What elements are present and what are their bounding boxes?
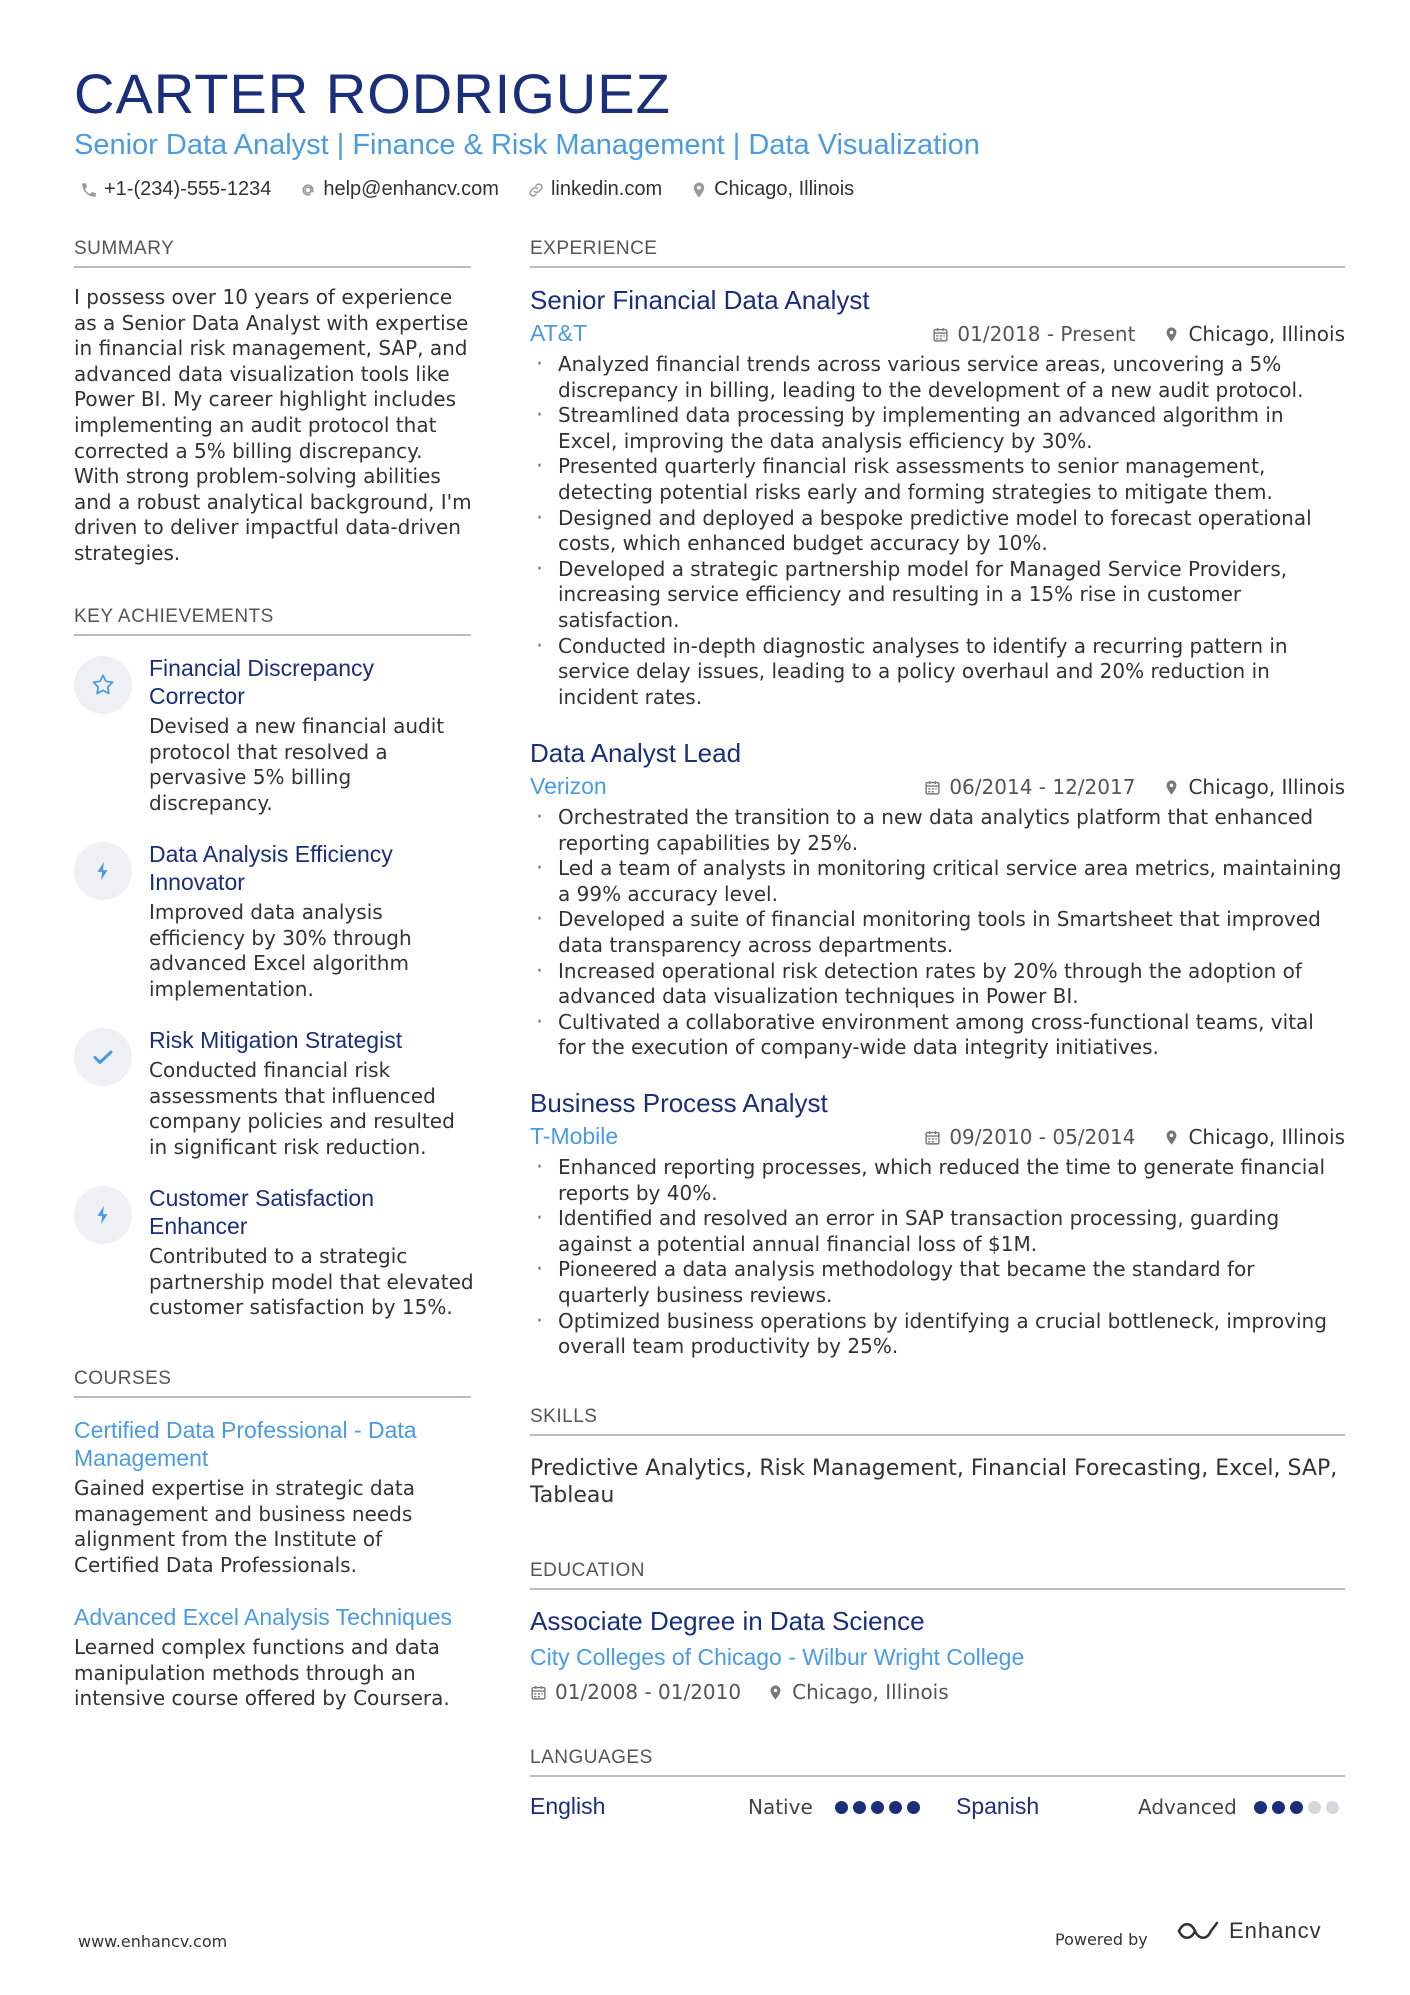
bolt-icon [92,1204,114,1226]
contact-phone [80,178,271,201]
footer-brand[interactable] [1175,1918,1322,1944]
contact-linkedin[interactable] [527,178,662,201]
achievement-title: Customer Satisfaction Enhancer [149,1185,374,1239]
location-pin-icon [690,181,708,199]
rating-dot-filled [835,1801,848,1814]
contact-location [690,178,854,201]
achievement-item [74,840,474,1002]
job-meta [530,318,1345,350]
calendar-icon [932,326,949,343]
link-icon [527,181,545,199]
course-desc: Gained expertise in strategic data management and business needs alignment from the Institute of Certified Data Professionals. [74,1476,415,1577]
footer-powered-by: Powered by [1055,1930,1148,1949]
experience-heading: EXPERIENCE [530,238,1345,268]
achievement-title: Data Analysis Efficiency Innovator [149,841,393,895]
rating-dot-empty [1308,1801,1321,1814]
job-role: Data Analyst Lead [530,738,742,768]
job-bullets [530,1155,1345,1360]
job-location-text: Chicago, Illinois [1188,322,1345,346]
course-item [74,1603,474,1712]
job-dates-text: 09/2010 - 05/2014 [949,1125,1136,1149]
course-title: Advanced Excel Analysis Techniques [74,1604,453,1630]
job-bullet: · Developed a suite of financial monitoring tools in Smartsheet that improved data transparency across departments. [530,907,1345,958]
contact-bar [80,178,882,201]
job-date-location [896,775,1345,799]
location-pin-icon [1163,326,1180,343]
at-icon [299,181,317,199]
job-bullet: · Pioneered a data analysis methodology that became the standard for quarterly business reviews. [530,1257,1345,1308]
job-bullet: · Enhanced reporting processes, which reduced the time to generate financial reports by 40%. [530,1155,1345,1206]
courses-heading: COURSES [74,1368,471,1398]
job-bullet: · Cultivated a collaborative environment among cross-functional teams, vital for the execution of company-wide data integrity initiatives. [530,1010,1345,1061]
job-bullet: · Analyzed financial trends across various service areas, uncovering a 5% discrepancy in billing, leading to the development of a new audit protocol. [530,352,1345,403]
course-item [74,1416,474,1578]
achievements-heading: KEY ACHIEVEMENTS [74,606,471,636]
education-location [767,1680,949,1704]
experience-entry [530,737,1345,1061]
job-meta [530,1121,1345,1153]
phone-icon [80,181,98,199]
achievement-badge [74,1028,132,1086]
achievement-badge [74,842,132,900]
job-bullet: · Optimized business operations by identifying a crucial bottleneck, improving overall team productivity by 25%. [530,1309,1345,1360]
rating-dot-empty [1326,1801,1339,1814]
experience-entry [530,1087,1345,1360]
job-bullet: · Orchestrated the transition to a new data analytics platform that enhanced reporting capabilities by 25%. [530,805,1345,856]
language-level: Advanced [1138,1795,1237,1819]
calendar-icon [924,779,941,796]
job-bullets [530,805,1345,1061]
star-icon [90,672,116,698]
achievement-title: Financial Discrepancy Corrector [149,655,374,709]
language-rating [830,1801,920,1814]
email-text: help@enhancv.com [323,178,499,200]
job-bullet: · Led a team of analysts in monitoring critical service area metrics, maintaining a 99% accuracy level. [530,856,1345,907]
languages-heading: LANGUAGES [530,1747,1345,1777]
language-item [530,1793,920,1823]
achievement-badge [74,1186,132,1244]
job-dates-text: 06/2014 - 12/2017 [949,775,1136,799]
education-dates-text: 01/2008 - 01/2010 [555,1680,742,1704]
language-rating [1249,1801,1339,1814]
calendar-icon [530,1684,547,1701]
job-company: Verizon [530,773,607,799]
rating-dot-filled [1272,1801,1285,1814]
job-dates-text: 01/2018 - Present [957,322,1136,346]
job-bullet: · Identified and resolved an error in SAP transaction processing, guarding against a potential annual financial loss of $1M. [530,1206,1345,1257]
summary-heading: SUMMARY [74,238,471,268]
job-bullet: · Increased operational risk detection rates by 20% through the adoption of advanced data visualization techniques in Power BI. [530,959,1345,1010]
phone-text: +1-(234)-555-1234 [104,178,272,200]
job-bullet: · Developed a strategic partnership model for Managed Service Providers, increasing service efficiency and resulting in a 15% rise in customer satisfaction. [530,557,1345,634]
job-location [1163,1125,1345,1149]
job-bullet: · Designed and deployed a bespoke predictive model to forecast operational costs, which enhanced budget accuracy by 10%. [530,506,1345,557]
location-pin-icon [1163,1129,1180,1146]
skills-heading: SKILLS [530,1406,1345,1436]
achievement-desc: Improved data analysis efficiency by 30% through advanced Excel algorithm implementation. [149,900,412,1001]
language-name: English [530,1793,606,1819]
education-meta [530,1680,975,1704]
bolt-icon [92,860,114,882]
education-degree: Associate Degree in Data Science [530,1606,925,1636]
education-school: City Colleges of Chicago - Wilbur Wright College [530,1644,1025,1670]
linkedin-text: linkedin.com [550,178,663,200]
job-location-text: Chicago, Illinois [1188,775,1345,799]
job-company: AT&T [530,320,588,346]
job-role: Senior Financial Data Analyst [530,285,870,315]
language-item [956,1793,1346,1823]
skills-text: Predictive Analytics, Risk Management, Financial Forecasting, Excel, SAP, Tableau [530,1456,1338,1508]
contact-email[interactable] [299,178,499,201]
achievement-item [74,1026,474,1160]
job-date-location [896,1125,1345,1149]
rating-dot-filled [1290,1801,1303,1814]
footer-url[interactable]: www.enhancv.com [78,1932,228,1951]
job-dates [932,322,1135,346]
job-location [1163,775,1345,799]
education-location-text: Chicago, Illinois [792,1680,949,1704]
job-bullet: · Conducted in-depth diagnostic analyses to identify a recurring pattern in service delay issues, leading to a policy overhaul and 20% reduction in incident rates. [530,634,1345,711]
rating-dot-filled [871,1801,884,1814]
job-company: T-Mobile [530,1123,619,1149]
job-dates [924,1125,1135,1149]
candidate-headline: Senior Data Analyst | Finance & Risk Management | Data Visualization [74,129,980,161]
location-text: Chicago, Illinois [714,178,855,200]
job-meta [530,771,1345,803]
achievement-desc: Devised a new financial audit protocol that resolved a pervasive 5% billing discrepancy. [149,714,445,815]
enhancv-logo-icon [1175,1918,1221,1944]
job-bullet: · Streamlined data processing by implementing an advanced algorithm in Excel, improving the data analysis efficiency by 30%. [530,403,1345,454]
language-level: Native [748,1795,813,1819]
achievement-desc: Conducted financial risk assessments that influenced company policies and resulted in significant risk reduction. [149,1058,455,1159]
candidate-name: CARTER RODRIGUEZ [74,62,671,125]
location-pin-icon [767,1684,784,1701]
achievement-title: Risk Mitigation Strategist [149,1027,403,1053]
job-date-location [904,322,1345,346]
rating-dot-filled [1254,1801,1267,1814]
summary-text: I possess over 10 years of experience as a Senior Data Analyst with expertise in financial risk management, SAP, and advanced data visualization tools like Power BI. My career highlight includes implementing an audit protocol that corrected a 5% billing discrepancy. With strong problem-solving abilities and a robust analytical background, I'm driven to deliver impactful data-driven strategies. [74,285,472,565]
rating-dot-filled [889,1801,902,1814]
calendar-icon [924,1129,941,1146]
job-location [1163,322,1345,346]
job-role: Business Process Analyst [530,1088,828,1118]
course-title: Certified Data Professional - Data Management [74,1417,417,1471]
education-dates [530,1680,741,1704]
rating-dot-filled [853,1801,866,1814]
achievement-item [74,654,474,816]
location-pin-icon [1163,779,1180,796]
job-bullets [530,352,1345,710]
education-heading: EDUCATION [530,1560,1345,1590]
job-bullet: · Presented quarterly financial risk assessments to senior management, detecting potential risks early and forming strategies to mitigate them. [530,454,1345,505]
job-location-text: Chicago, Illinois [1188,1125,1345,1149]
job-dates [924,775,1135,799]
course-desc: Learned complex functions and data manipulation methods through an intensive course offered by Coursera. [74,1635,450,1711]
achievement-item [74,1184,474,1321]
language-name: Spanish [956,1793,1040,1819]
experience-entry [530,284,1345,710]
footer-brand-text: Enhancv [1229,1918,1322,1943]
rating-dot-filled [907,1801,920,1814]
achievement-desc: Contributed to a strategic partnership model that elevated customer satisfaction by 15%. [149,1244,474,1320]
check-icon [91,1045,115,1069]
achievement-badge [74,656,132,714]
